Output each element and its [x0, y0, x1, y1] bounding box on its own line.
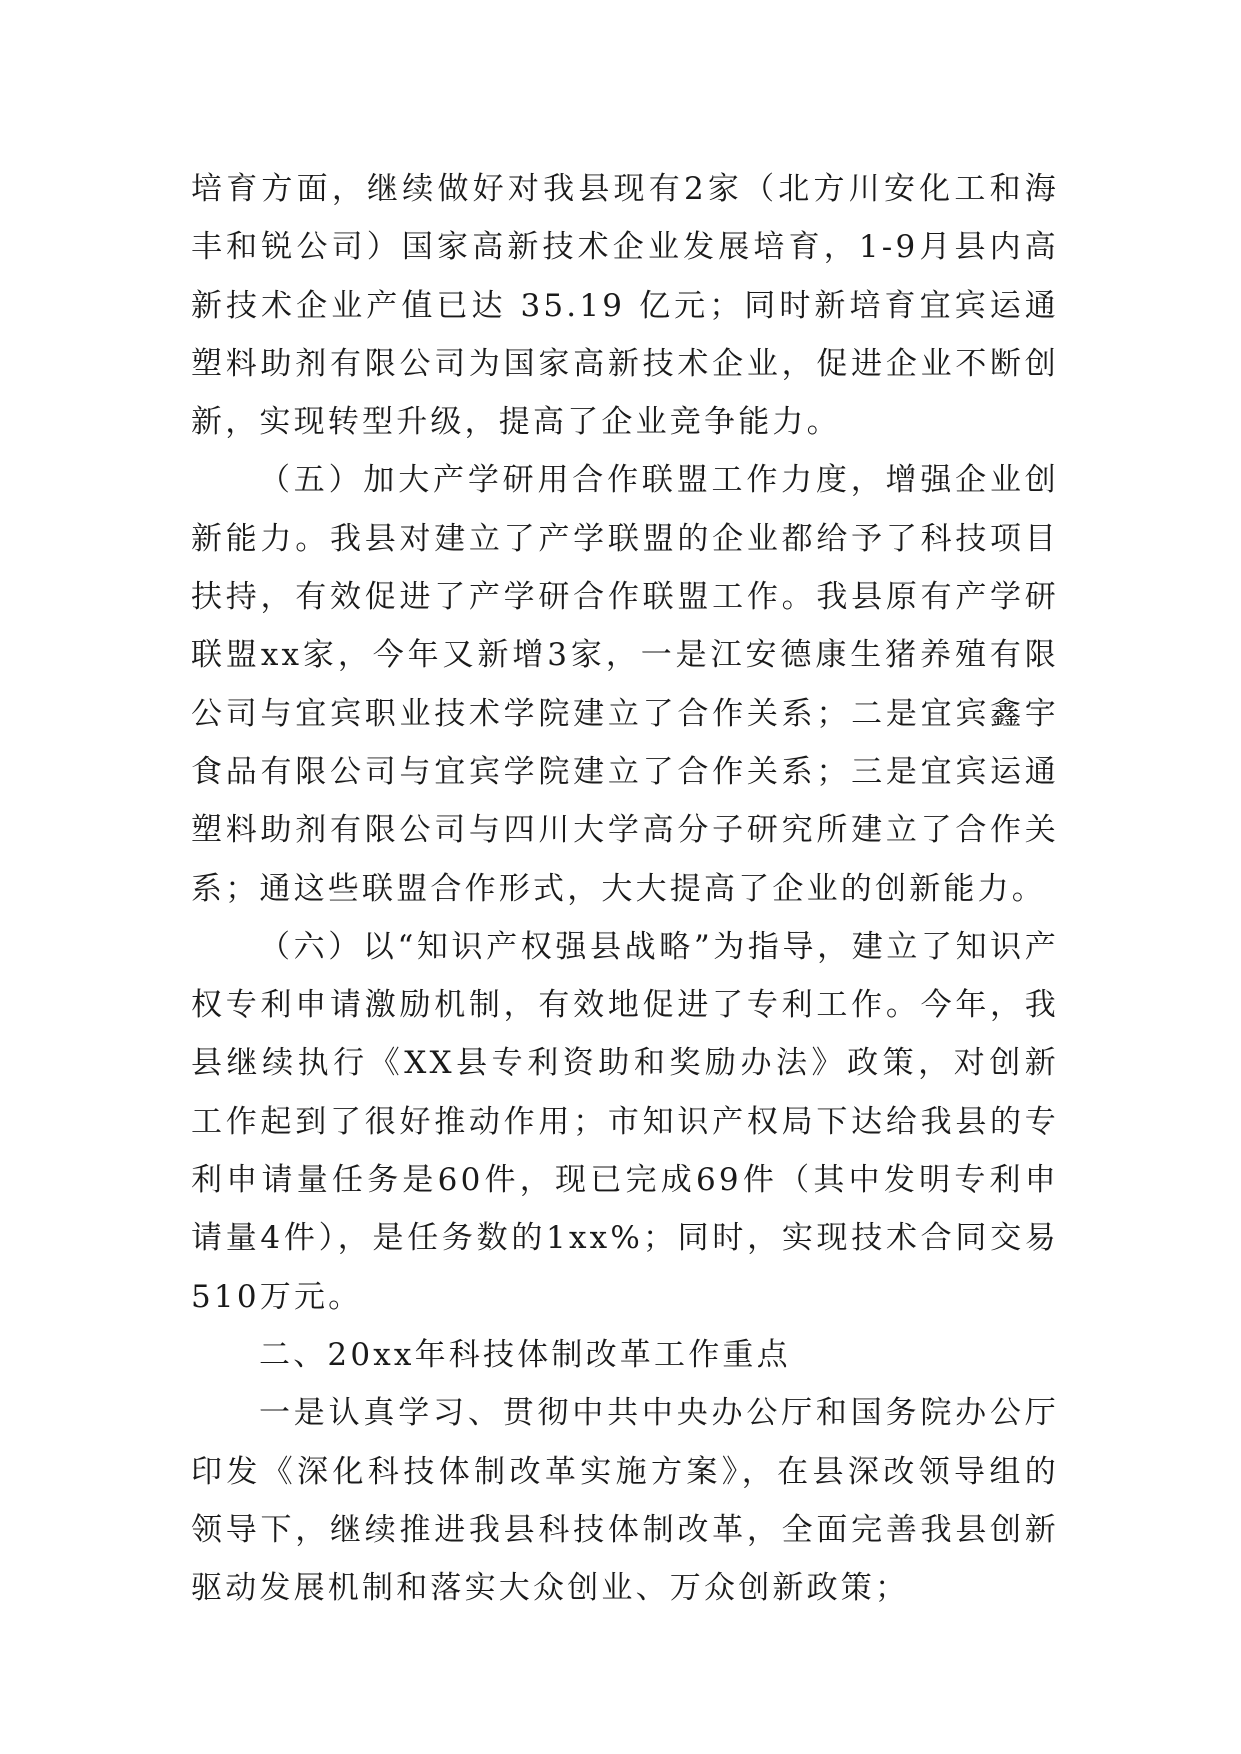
paragraph-reform-point-one: 一是认真学习、贯彻中共中央办公厅和国务院办公厅印发《深化科技体制改革实施方案》，在县深改领导组的领导下，继续推进我县科技体制改革，全面完善我县创新驱动发展机制和落实大众创业、万众创新政策；: [191, 1395, 1059, 1607]
paragraph-intellectual-property: （六）以“知识产权强县战略”为指导，建立了知识产权专利申请激励机制，有效地促进了专利工作。今年，我县继续执行《XX县专利资助和奖励办法》政策，对创新工作起到了很好推动作用；市知识产权局下达给我县的专利申请量任务是60件，现已完成69件（其中发明专利申请量4件），是任务数的1xx%；同时，实现技术合同交易510万元。: [191, 928, 1059, 1315]
document-body: [191, 160, 1059, 1617]
section-heading-reform-priorities: 二、20xx年科技体制改革工作重点: [259, 1336, 791, 1373]
paragraph-continued-cultivation: 培育方面，继续做好对我县现有2家（北方川安化工和海丰和锐公司）国家高新技术企业发展培育，1-9月县内高新技术企业产值已达 35.19 亿元；同时新培育宜宾运通塑料助剂有限公司为国家高新技术企业，促进企业不断创新，实现转型升级，提高了企业竞争能力。: [191, 171, 1059, 441]
paragraph-industry-alliance: （五）加大产学研用合作联盟工作力度，增强企业创新能力。我县对建立了产学联盟的企业都给予了科技项目扶持，有效促进了产学研合作联盟工作。我县原有产学研联盟xx家，今年又新增3家，一是江安德康生猪养殖有限公司与宜宾职业技术学院建立了合作关系；二是宜宾鑫宇食品有限公司与宜宾学院建立了合作关系；三是宜宾运通塑料助剂有限公司与四川大学高分子研究所建立了合作关系；通这些联盟合作形式，大大提高了企业的创新能力。: [191, 462, 1059, 907]
